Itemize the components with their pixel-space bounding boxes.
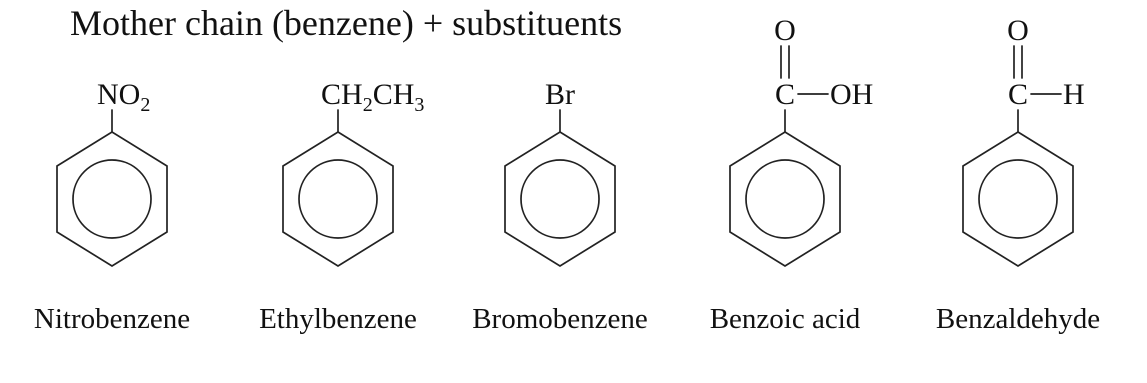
compound-bromobenzene [472,78,648,335]
substituent-formula: $NO_2$ [97,78,151,116]
compound-name: Bromobenzene [472,303,648,335]
aromatic-circle [746,160,824,238]
compound-benzaldehyde [936,14,1100,335]
carbonyl-oxygen: O [774,14,796,47]
aromatic-circle [73,160,151,238]
carbonyl-carbon: C [774,78,796,111]
side-group: H [1063,78,1085,111]
substituent-formula: $CH_2CH_3$ [321,78,425,116]
substituent-formula: Br [545,78,575,111]
carbonyl-oxygen: O [1007,14,1029,47]
diagram-title: Mother chain (benzene) + substituents [70,3,623,43]
compound-name: Benzaldehyde [935,303,1101,335]
compound-name: Nitrobenzene [33,303,191,335]
compound-name: Ethylbenzene [259,303,417,335]
compound-benzoic-acid [710,14,874,335]
compound-nitrobenzene [34,78,190,335]
aromatic-circle [299,160,377,238]
aromatic-circle [521,160,599,238]
carbonyl-carbon: C [1007,78,1029,111]
side-group: OH [830,78,874,111]
compound-name: Benzoic acid [709,303,861,335]
aromatic-circle [979,160,1057,238]
compound-ethylbenzene [259,78,424,335]
